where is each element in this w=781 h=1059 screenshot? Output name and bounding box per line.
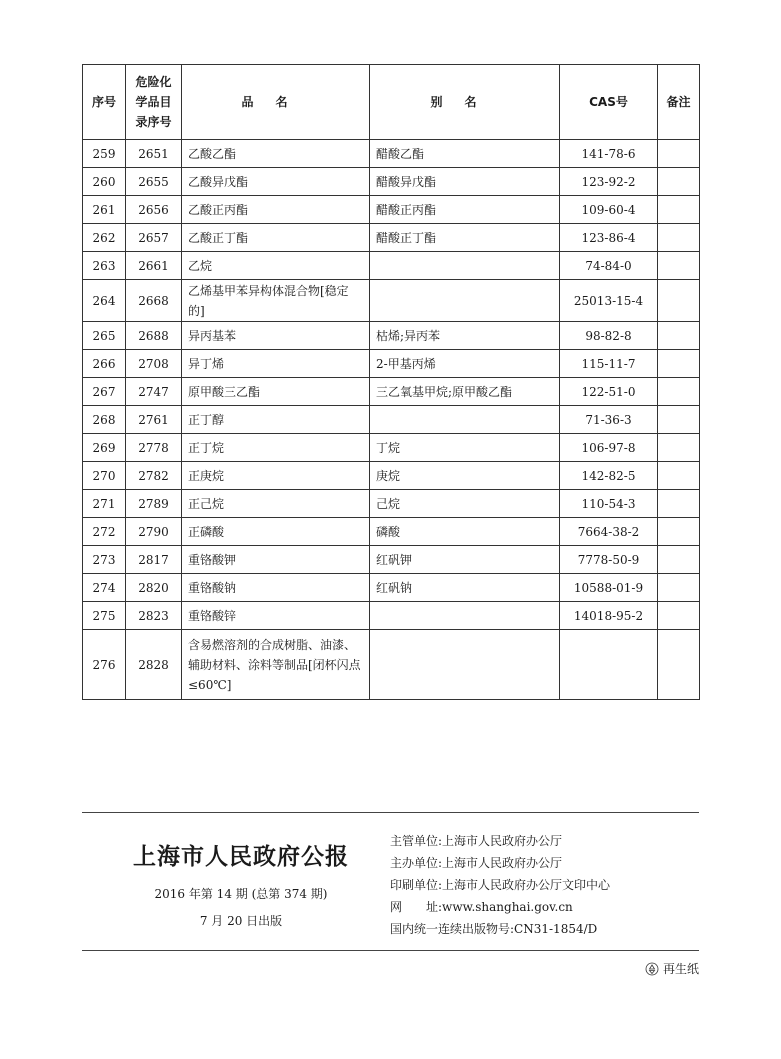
table-row (83, 350, 700, 378)
publisher-value: 上海市人民政府办公厅文印中心 (442, 878, 611, 892)
cell-catalog: 2828 (126, 630, 182, 700)
cell-catalog: 2747 (126, 378, 182, 406)
cell-remark (658, 462, 700, 490)
cell-catalog: 2782 (126, 462, 182, 490)
publisher-label: 国内统一连续出版物号: (390, 922, 515, 936)
cell-seq: 276 (83, 630, 126, 700)
cell-alias (370, 252, 560, 280)
cell-remark (658, 252, 700, 280)
header-cas: CAS号 (560, 65, 658, 140)
cell-remark (658, 322, 700, 350)
table-row (83, 322, 700, 350)
cell-name: 正庚烷 (182, 462, 370, 490)
table-row (83, 252, 700, 280)
publisher-row (390, 918, 610, 940)
header-catalog-line: 危险化 (135, 75, 172, 89)
cell-alias (370, 602, 560, 630)
table-body (83, 140, 700, 700)
table-row (83, 434, 700, 462)
cell-cas (560, 630, 658, 700)
cell-name: 正己烷 (182, 490, 370, 518)
cell-cas: 25013-15-4 (560, 280, 658, 322)
cell-name: 乙烷 (182, 252, 370, 280)
cell-alias (370, 406, 560, 434)
cell-catalog: 2761 (126, 406, 182, 434)
cell-name: 重铬酸钠 (182, 574, 370, 602)
table-row (83, 574, 700, 602)
cell-remark (658, 168, 700, 196)
header-catalog-line: 学品目 (135, 95, 172, 109)
table-row (83, 224, 700, 252)
cell-seq: 271 (83, 490, 126, 518)
cell-remark (658, 630, 700, 700)
cell-cas: 106-97-8 (560, 434, 658, 462)
publisher-value: CN31-1854/D (514, 922, 598, 936)
cell-name: 乙酸正丁酯 (182, 224, 370, 252)
publisher-value: 上海市人民政府办公厅 (442, 856, 563, 870)
publisher-value: 上海市人民政府办公厅 (442, 834, 563, 848)
cell-seq: 260 (83, 168, 126, 196)
cell-alias: 醋酸乙酯 (370, 140, 560, 168)
cell-alias: 醋酸异戊酯 (370, 168, 560, 196)
cell-alias: 红矾钾 (370, 546, 560, 574)
header-seq: 序号 (83, 65, 126, 140)
cell-catalog: 2708 (126, 350, 182, 378)
journal-date: 7 月 20 日出版 (199, 914, 283, 928)
header-catalog (126, 65, 182, 140)
cell-cas: 142-82-5 (560, 462, 658, 490)
cell-catalog: 2820 (126, 574, 182, 602)
cell-name: 正磷酸 (182, 518, 370, 546)
website-link[interactable]: www.shanghai.gov.cn (442, 900, 573, 914)
cell-seq: 267 (83, 378, 126, 406)
publisher-label: 主管单位: (390, 834, 443, 848)
cell-name: 乙酸异戊酯 (182, 168, 370, 196)
recycled-label: 再生纸 (662, 962, 699, 976)
journal-masthead (110, 838, 372, 929)
cell-cas: 71-36-3 (560, 406, 658, 434)
cell-alias: 枯烯;异丙苯 (370, 322, 560, 350)
header-catalog-line: 录序号 (135, 115, 172, 129)
cell-remark (658, 350, 700, 378)
cell-alias: 庚烷 (370, 462, 560, 490)
cell-cas: 74-84-0 (560, 252, 658, 280)
cell-cas: 141-78-6 (560, 140, 658, 168)
header-alias: 别名 (370, 65, 560, 140)
cell-remark (658, 490, 700, 518)
cell-seq: 273 (83, 546, 126, 574)
cell-alias: 2-甲基丙烯 (370, 350, 560, 378)
table-row (83, 518, 700, 546)
cell-alias: 红矾钠 (370, 574, 560, 602)
table-row (83, 490, 700, 518)
cell-cas: 10588-01-9 (560, 574, 658, 602)
recycled-paper-mark (645, 960, 699, 977)
publisher-label: 网 址: (390, 900, 443, 914)
cell-name: 重铬酸钾 (182, 546, 370, 574)
cell-catalog: 2656 (126, 196, 182, 224)
cell-catalog: 2790 (126, 518, 182, 546)
cell-remark (658, 602, 700, 630)
cell-seq: 270 (83, 462, 126, 490)
cell-cas: 115-11-7 (560, 350, 658, 378)
table-row (83, 168, 700, 196)
cell-name: 乙酸乙酯 (182, 140, 370, 168)
table-row (83, 140, 700, 168)
header-name: 品名 (182, 65, 370, 140)
cell-catalog: 2668 (126, 280, 182, 322)
publisher-row (390, 852, 610, 874)
journal-issue: 2016 年第 14 期 (总第 374 期) (154, 887, 328, 901)
cell-seq: 275 (83, 602, 126, 630)
cell-seq: 266 (83, 350, 126, 378)
cell-alias (370, 630, 560, 700)
cell-name: 正丁烷 (182, 434, 370, 462)
table-header (83, 65, 700, 140)
cell-remark (658, 406, 700, 434)
cell-cas: 109-60-4 (560, 196, 658, 224)
cell-catalog: 2688 (126, 322, 182, 350)
table-row (83, 630, 700, 700)
cell-cas: 122-51-0 (560, 378, 658, 406)
table-row (83, 196, 700, 224)
cell-alias: 醋酸正丁酯 (370, 224, 560, 252)
publisher-label: 印刷单位: (390, 878, 443, 892)
cell-name: 乙酸正丙酯 (182, 196, 370, 224)
cell-seq: 261 (83, 196, 126, 224)
cell-cas: 123-92-2 (560, 168, 658, 196)
cell-catalog: 2817 (126, 546, 182, 574)
cell-name: 异丁烯 (182, 350, 370, 378)
cell-remark (658, 378, 700, 406)
cell-name: 原甲酸三乙酯 (182, 378, 370, 406)
cell-alias: 三乙氧基甲烷;原甲酸乙酯 (370, 378, 560, 406)
chemical-table (82, 64, 700, 700)
cell-cas: 7664-38-2 (560, 518, 658, 546)
cell-seq: 269 (83, 434, 126, 462)
cell-remark (658, 434, 700, 462)
publisher-row (390, 874, 610, 896)
cell-seq: 274 (83, 574, 126, 602)
footer-divider-bottom (82, 950, 699, 951)
publisher-info (390, 830, 610, 940)
table-row (83, 280, 700, 322)
header-remark: 备注 (658, 65, 700, 140)
cell-remark (658, 574, 700, 602)
cell-alias: 丁烷 (370, 434, 560, 462)
cell-name: 重铬酸锌 (182, 602, 370, 630)
publisher-row (390, 830, 610, 852)
cell-catalog: 2823 (126, 602, 182, 630)
cell-cas: 110-54-3 (560, 490, 658, 518)
cell-alias: 磷酸 (370, 518, 560, 546)
cell-alias: 醋酸正丙酯 (370, 196, 560, 224)
cell-seq: 259 (83, 140, 126, 168)
cell-seq: 262 (83, 224, 126, 252)
footer-divider-top (82, 812, 699, 813)
cell-catalog: 2657 (126, 224, 182, 252)
cell-cas: 7778-50-9 (560, 546, 658, 574)
table-row (83, 462, 700, 490)
cell-remark (658, 280, 700, 322)
recycle-icon (645, 962, 659, 976)
cell-remark (658, 196, 700, 224)
table-row (83, 602, 700, 630)
cell-remark (658, 140, 700, 168)
cell-alias: 己烷 (370, 490, 560, 518)
cell-seq: 263 (83, 252, 126, 280)
cell-remark (658, 224, 700, 252)
table-row (83, 406, 700, 434)
table-row (83, 378, 700, 406)
cell-name: 异丙基苯 (182, 322, 370, 350)
cell-catalog: 2661 (126, 252, 182, 280)
cell-remark (658, 546, 700, 574)
cell-alias (370, 280, 560, 322)
cell-name: 含易燃溶剂的合成树脂、油漆、辅助材料、涂料等制品[闭杯闪点≤60℃] (182, 630, 370, 700)
cell-remark (658, 518, 700, 546)
publisher-label: 主办单位: (390, 856, 443, 870)
cell-catalog: 2778 (126, 434, 182, 462)
cell-name: 乙烯基甲苯异构体混合物[稳定的] (182, 280, 370, 322)
cell-cas: 98-82-8 (560, 322, 658, 350)
cell-seq: 265 (83, 322, 126, 350)
cell-cas: 123-86-4 (560, 224, 658, 252)
cell-seq: 264 (83, 280, 126, 322)
cell-catalog: 2651 (126, 140, 182, 168)
cell-name: 正丁醇 (182, 406, 370, 434)
table-row (83, 546, 700, 574)
cell-seq: 272 (83, 518, 126, 546)
cell-seq: 268 (83, 406, 126, 434)
cell-cas: 14018-95-2 (560, 602, 658, 630)
cell-catalog: 2789 (126, 490, 182, 518)
publisher-row (390, 896, 610, 918)
cell-catalog: 2655 (126, 168, 182, 196)
journal-title: 上海市人民政府公报 (133, 843, 349, 870)
